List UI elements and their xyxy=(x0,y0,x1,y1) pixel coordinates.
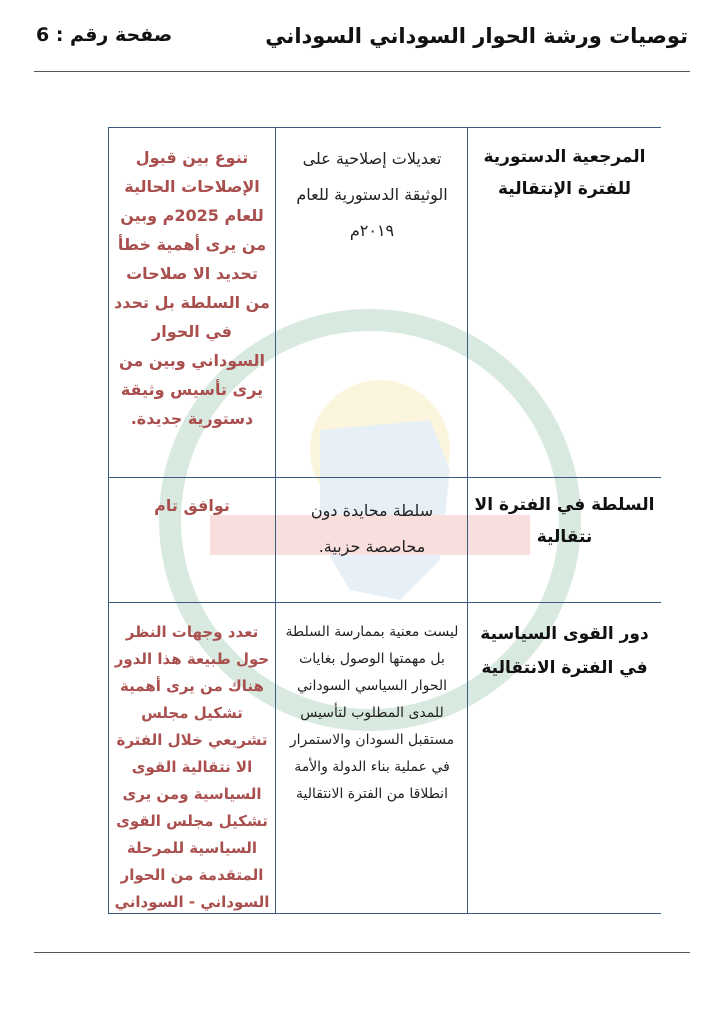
column-divider xyxy=(108,127,109,914)
page-header xyxy=(36,18,688,62)
column-divider xyxy=(275,127,276,914)
table-cell-remarks: تنوع بين قبول الإصلاحات الحالية للعام 2025م وبين من يرى أهمية خطأ تحديد الا صلاحات من السلطة بل تحدد في الحوار السوداني وبين من يرى تأسيس وثيقة دستورية جديدة. xyxy=(114,148,270,428)
row-divider xyxy=(108,602,661,603)
table-cell-topic: دور القوى السياسية في الفترة الانتقالية xyxy=(480,624,649,678)
table-cell-recommendation: ليست معنية بممارسة السلطة بل مهمتها الوصول بغايات الحوار السياسي السوداني للمدى المطلوب لتأسيس مستقبل السودان والاستمرار في عملية بناء الدولة والأمة انطلاقا من الفترة الانتقالية xyxy=(285,624,459,802)
row-divider xyxy=(108,477,661,478)
table-cell-topic: السلطة في الفترة الا نتقالية xyxy=(474,495,655,547)
table-cell-recommendation: سلطة محايدة دون محاصصة حزبية. xyxy=(310,501,434,556)
column-divider xyxy=(467,127,468,914)
header-divider xyxy=(34,71,690,72)
recommendations-table xyxy=(108,127,661,914)
table-cell-recommendation: تعديلات إصلاحية على الوثيقة الدستورية للعام ٢٠١٩م xyxy=(296,149,448,240)
footer-divider xyxy=(34,952,690,953)
table-cell-remarks: توافق تام xyxy=(154,496,230,515)
table-top-border xyxy=(108,127,661,128)
page-number: صفحة رقم : 6 xyxy=(36,24,173,46)
table-cell-remarks: تعدد وجهات النظر حول طبيعة هذا الدور هناك من يرى أهمية تشكيل مجلس تشريعي خلال الفترة الا نتقالية القوى السياسية ومن يرى تشكيل مجلس القوى السياسية للمرحلة المتقدمة من الحوار السوداني - السوداني xyxy=(114,623,270,911)
table-cell-topic: المرجعية الدستورية للفترة الإنتقالية xyxy=(483,147,646,199)
document-title: توصيات ورشة الحوار السوداني السوداني xyxy=(265,24,688,48)
